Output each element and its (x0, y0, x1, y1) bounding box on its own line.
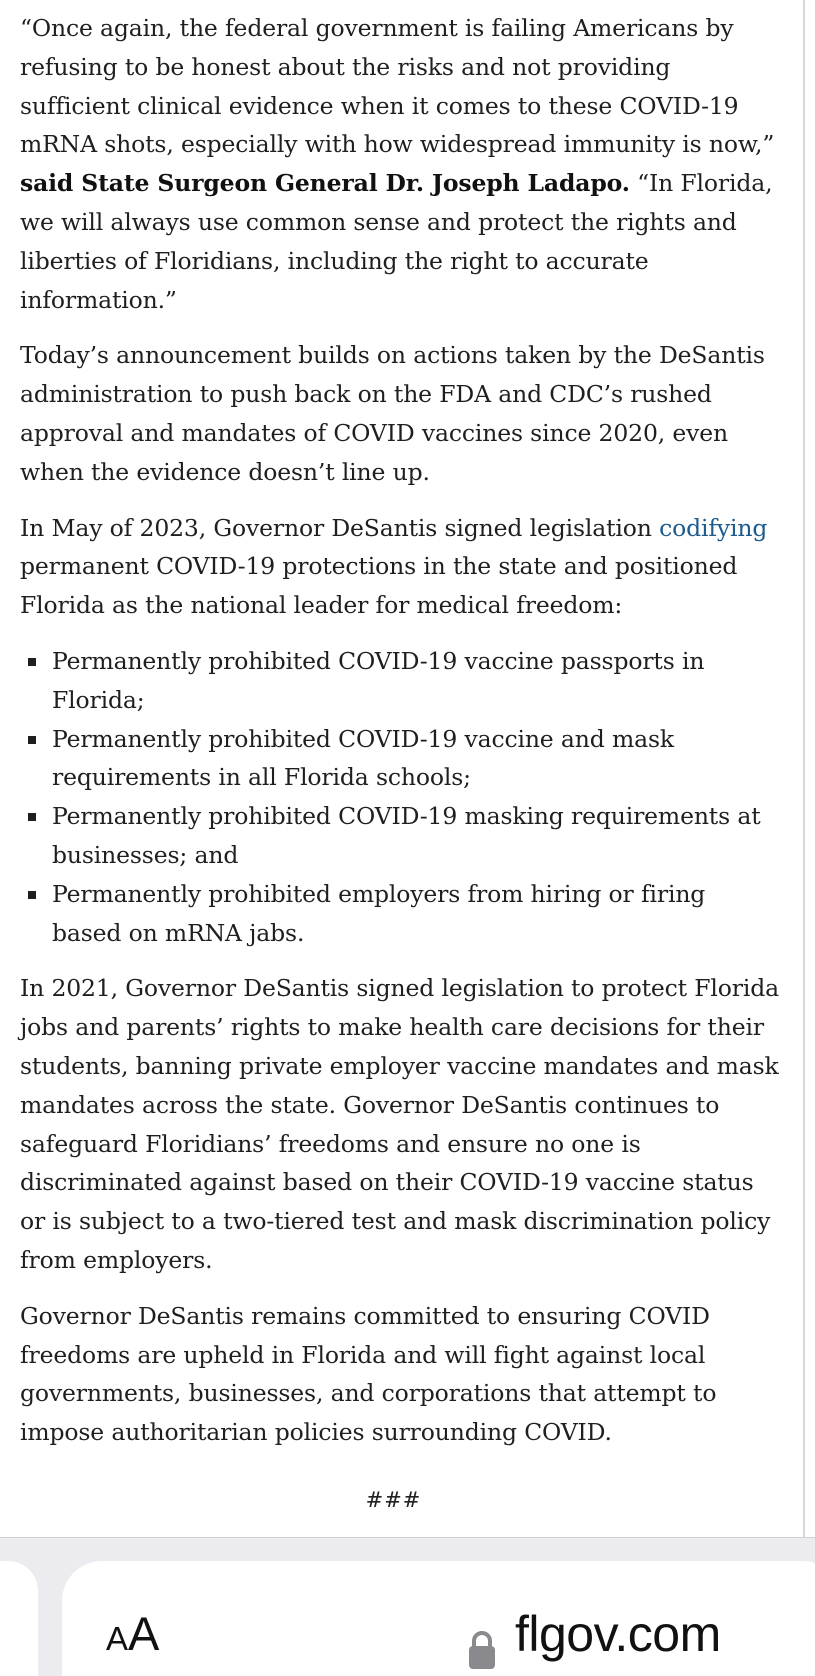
end-separator: ### (365, 1488, 422, 1512)
quote-part-1: “Once again, the federal government is failing Americans by refusing to be honest about the risks and not providing sufficient clinical evidence when it comes to these COVID-19 mRNA shots, especially with how widespread immunity is now,” (20, 14, 775, 159)
paragraph-text-before-link: In May of 2023, Governor DeSantis signed legislation (20, 513, 652, 542)
paragraph-text-after-link: permanent COVID-19 protections in the state and positioned Florida as the national leader for medical freedom: (20, 552, 738, 620)
paragraph-legislation-2023 (20, 509, 780, 625)
list-item (52, 642, 780, 720)
paragraph-ladapo-quote (20, 9, 780, 319)
list-item (52, 720, 780, 798)
bullet-square-icon (28, 891, 36, 899)
list-item-text: Permanently prohibited COVID-19 vaccine passports in Florida; (52, 646, 705, 714)
protections-list (20, 642, 780, 952)
list-item (52, 797, 780, 875)
quote-part-2: “In Florida, we will always use common sense and protect the rights and liberties of Floridians, including the right to accurate information.” (20, 169, 773, 314)
bullet-square-icon (28, 658, 36, 666)
text-size-big-glyph: A (128, 1607, 160, 1660)
text-size-small-glyph: A (106, 1620, 129, 1657)
bullet-square-icon (28, 736, 36, 744)
bullet-square-icon (28, 813, 36, 821)
lock-icon (467, 1629, 497, 1671)
previous-tab-card[interactable] (0, 1561, 38, 1676)
text-size-button[interactable] (106, 1606, 159, 1666)
list-item (52, 875, 780, 953)
article-body (20, 9, 780, 1469)
paragraph-announcement: Today’s announcement builds on actions taken by the DeSantis administration to push back on the FDA and CDC’s rushed approval and mandates of COVID vaccines since 2020, even when the evidence doesn’t line up. (20, 341, 765, 486)
browser-toolbar (0, 1537, 815, 1676)
quote-attribution: said State Surgeon General Dr. Joseph Ladapo. (20, 169, 630, 198)
paragraph-legislation-2021: In 2021, Governor DeSantis signed legislation to protect Florida jobs and parents’ rights to make health care decisions for their students, banning private employer vaccine mandates and mask mandates across the state. Governor DeSantis continues to safeguard Floridians’ freedoms and ensure no one is discriminated against based on their COVID-19 vaccine status or is subject to a two-tiered test and mask discrimination policy from employers. (20, 974, 779, 1274)
page-scroll-edge (803, 0, 805, 1537)
paragraph-commitment: Governor DeSantis remains committed to ensuring COVID freedoms are upheld in Florida and will fight against local governments, businesses, and corporations that attempt to impose authoritarian policies surrounding COVID. (20, 1301, 717, 1447)
list-item-text: Permanently prohibited COVID-19 masking requirements at businesses; and (52, 802, 761, 869)
list-item-text: Permanently prohibited employers from hiring or firing based on mRNA jabs. (52, 879, 706, 947)
list-item-text: Permanently prohibited COVID-19 vaccine and mask requirements in all Florida schools; (52, 724, 674, 792)
codifying-link[interactable]: codifying (659, 513, 768, 542)
url-text[interactable]: flgov.com (515, 1606, 721, 1662)
